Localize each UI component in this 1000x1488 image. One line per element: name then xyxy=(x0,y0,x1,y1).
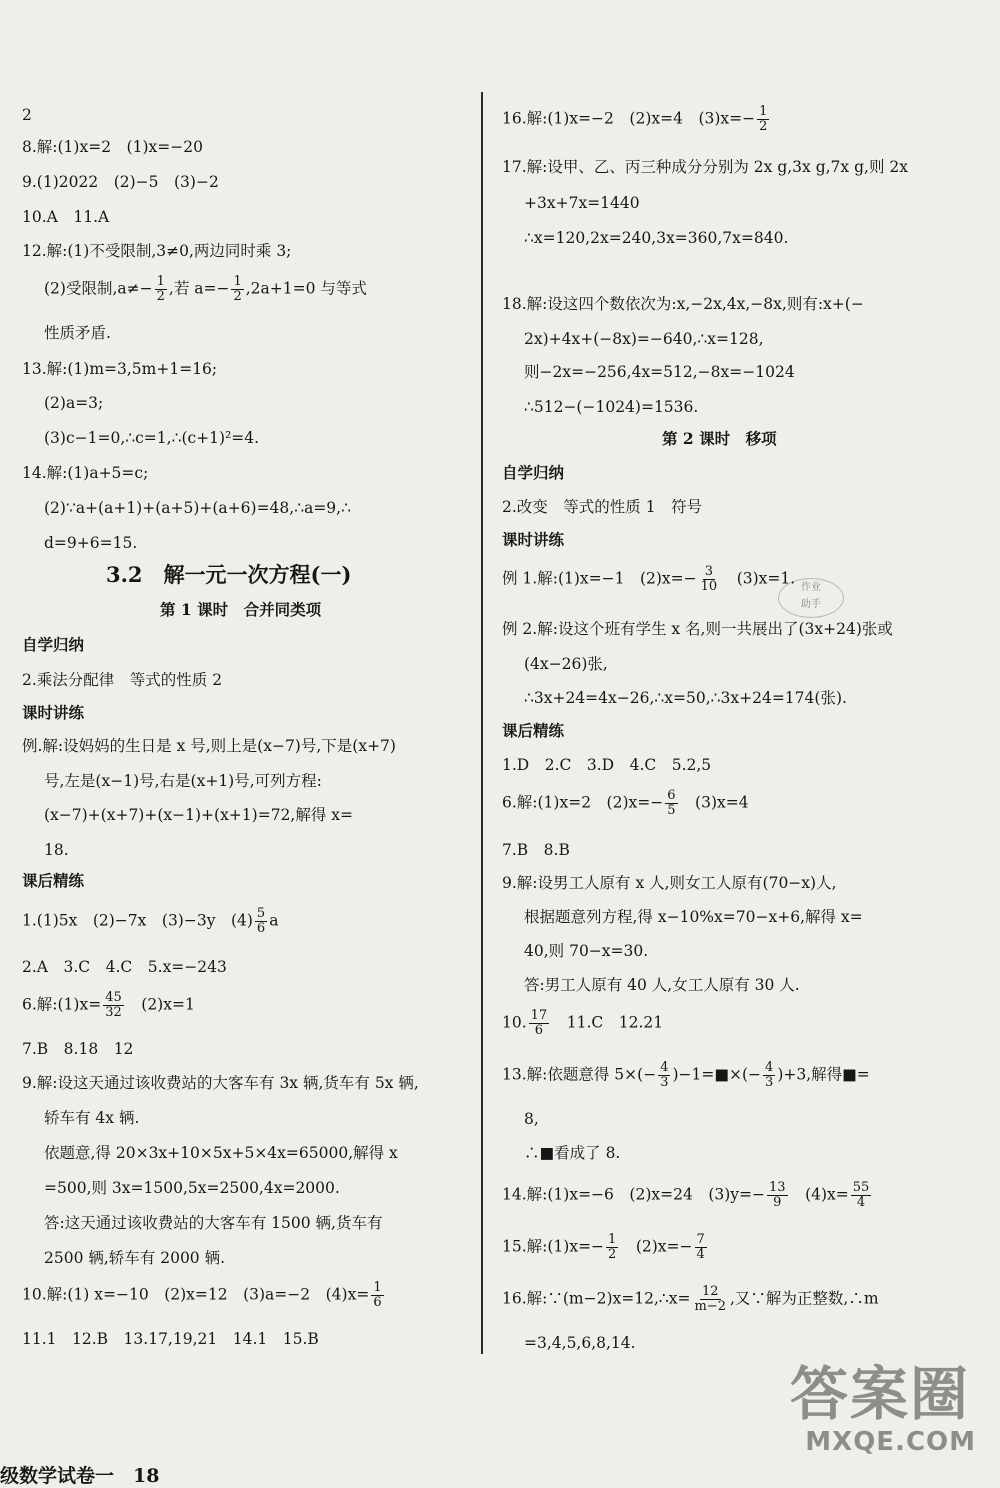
text-line: =3,4,5,6,8,14. xyxy=(524,1334,636,1352)
subhead-ksjl: 课时讲练 xyxy=(502,530,565,549)
text-line: 2x)+4x+(−8x)=−640,∴x=128, xyxy=(524,330,764,348)
text-line: 8.解:(1)x=2 (1)x=−20 xyxy=(22,138,203,156)
text-line: 2.乘法分配律 等式的性质 2 xyxy=(22,671,223,689)
text-line: 性质矛盾. xyxy=(44,324,111,342)
text-line: 11.1 12.B 13.17,19,21 14.1 15.B xyxy=(22,1330,319,1348)
text-line: 9.解:设这天通过该收费站的大客车有 3x 辆,货车有 5x 辆, xyxy=(22,1074,419,1092)
lesson-title: 第 1 课时 合并同类项 xyxy=(160,600,322,619)
text-line: 依题意,得 20×3x+10×5x+5×4x=65000,解得 x xyxy=(44,1144,398,1162)
fraction: $\frac{55}{4}$ xyxy=(852,1180,870,1210)
text-line: 15.解:(1)x=− $\frac{1}{2}$ (2)x=− $\frac{7}{4}$ xyxy=(502,1232,705,1262)
fraction: $\frac{45}{32}$ xyxy=(105,990,122,1020)
text-line: 例 1.解:(1)x=−1 (2)x=− $\frac{3}{10}$ (3)x=1. xyxy=(502,564,796,594)
fraction: $\frac{6}{5}$ xyxy=(667,788,676,818)
fraction: $\frac{4}{3}$ xyxy=(660,1060,669,1090)
subhead-khjl: 课后精练 xyxy=(502,721,565,740)
text-line: (2)受限制,a≠− $\frac{1}{2}$ ,若 a=− $\frac{1}{2}$ ,2a+1=0 与等式 xyxy=(44,274,367,304)
subhead-khjl: 课后精练 xyxy=(22,871,85,890)
text-line: 14.解:(1)x=−6 (2)x=24 (3)y=− $\frac{13}{9}$ (4)x= $\frac{55}{4}$ xyxy=(502,1180,870,1210)
text-line: d=9+6=15. xyxy=(44,534,138,552)
stamp-mark: 作业 助手 xyxy=(778,578,844,618)
text-line: 6.解:(1)x=2 (2)x=− $\frac{6}{5}$ (3)x=4 xyxy=(502,788,749,818)
text-line: 则−2x=−256,4x=512,−8x=−1024 xyxy=(524,363,795,381)
text-line: 2.A 3.C 4.C 5.x=−243 xyxy=(22,958,227,976)
text-line: (x−7)+(x+7)+(x−1)+(x+1)=72,解得 x= xyxy=(44,806,353,824)
watermark-logo: 答案圈 MXQE.COM xyxy=(789,1360,976,1457)
text-line: 1.D 2.C 3.D 4.C 5.2,5 xyxy=(502,756,712,774)
text-line: 2 xyxy=(22,106,32,124)
column-divider xyxy=(481,92,483,1354)
text-line: 6.解:(1)x= $\frac{45}{32}$ (2)x=1 xyxy=(22,990,195,1020)
text-line: (2)a=3; xyxy=(44,394,104,412)
text-line: 根据题意列方程,得 x−10%x=70−x+6,解得 x= xyxy=(524,908,863,926)
fraction: $\frac{1}{2}$ xyxy=(233,274,242,304)
text-line: 18.解:设这四个数依次为:x,−2x,4x,−8x,则有:x+(− xyxy=(502,295,864,313)
text-line: 10. $\frac{17}{6}$ 11.C 12.21 xyxy=(502,1008,664,1038)
text-line: (3)c−1=0,∴c=1,∴(c+1)²=4. xyxy=(44,429,260,447)
fraction: $\frac{5}{6}$ xyxy=(256,906,266,936)
text-line: 40,则 70−x=30. xyxy=(524,942,649,960)
text-line: ∴512−(−1024)=1536. xyxy=(524,398,699,416)
text-line: 轿车有 4x 辆. xyxy=(44,1109,140,1127)
text-line: 17.解:设甲、乙、丙三种成分分别为 2x g,3x g,7x g,则 2x xyxy=(502,158,908,176)
subhead-zxgn: 自学归纳 xyxy=(502,463,565,482)
fraction: $\frac{12}{m-2}$ xyxy=(694,1284,726,1314)
fraction: $\frac{1}{2}$ xyxy=(156,274,165,304)
text-line: ∴■看成了 8. xyxy=(524,1144,621,1162)
fraction: $\frac{1}{2}$ xyxy=(608,1232,617,1262)
fraction: $\frac{7}{4}$ xyxy=(696,1232,705,1262)
text-line: 16.解:∵(m−2)x=12,∴x= $\frac{12}{m-2}$ ,又∵解为正整数,∴m xyxy=(502,1284,879,1314)
text-line: 13.解:依题意得 5×(− $\frac{4}{3}$ )−1=■×(− $\frac{4}{3}$ )+3,解得■= xyxy=(502,1060,870,1090)
text-line: 例 2.解:设这个班有学生 x 名,则一共展出了(3x+24)张或 xyxy=(502,620,893,638)
page-footer: 级数学试卷一 18 xyxy=(0,1465,160,1487)
text-line: 9.(1)2022 (2)−5 (3)−2 xyxy=(22,173,219,191)
text-line: 7.B 8.18 12 xyxy=(22,1040,134,1058)
fraction: $\frac{17}{6}$ xyxy=(530,1008,548,1038)
fraction: $\frac{1}{2}$ xyxy=(759,104,768,134)
text-line: (2)∵a+(a+1)+(a+5)+(a+6)=48,∴a=9,∴ xyxy=(44,499,351,517)
text-line: 1.(1)5x (2)−7x (3)−3y (4) $\frac{5}{6}$ a xyxy=(22,906,279,936)
subhead-zxgn: 自学归纳 xyxy=(22,635,85,654)
text-line: ∴x=120,2x=240,3x=360,7x=840. xyxy=(524,229,789,247)
fraction: $\frac{13}{9}$ xyxy=(769,1180,786,1210)
text-line: 13.解:(1)m=3,5m+1=16; xyxy=(22,360,218,378)
section-title: 3.2 解一元一次方程(一) xyxy=(106,562,352,587)
text-line: 例.解:设妈妈的生日是 x 号,则上是(x−7)号,下是(x+7) xyxy=(22,737,396,755)
text-line: 8, xyxy=(524,1110,539,1128)
text-line: 答:这天通过该收费站的大客车有 1500 辆,货车有 xyxy=(44,1214,383,1232)
text-line: 2.改变 等式的性质 1 符号 xyxy=(502,498,703,516)
text-line: 10.A 11.A xyxy=(22,208,110,226)
text-line: 9.解:设男工人原有 x 人,则女工人原有(70−x)人, xyxy=(502,874,837,892)
text-line: +3x+7x=1440 xyxy=(524,194,640,212)
text-line: 14.解:(1)a+5=c; xyxy=(22,464,149,482)
text-line: (4x−26)张, xyxy=(524,655,608,673)
subhead-ksjl: 课时讲练 xyxy=(22,703,85,722)
text-line: =500,则 3x=1500,5x=2500,4x=2000. xyxy=(44,1179,340,1197)
text-line: 10.解:(1) x=−10 (2)x=12 (3)a=−2 (4)x= $\frac{1}{6}$ xyxy=(22,1280,382,1310)
text-line: 18. xyxy=(44,841,69,859)
text-line: 12.解:(1)不受限制,3≠0,两边同时乘 3; xyxy=(22,242,292,260)
fraction: $\frac{4}{3}$ xyxy=(765,1060,774,1090)
fraction: $\frac{3}{10}$ xyxy=(700,564,718,594)
fraction: $\frac{1}{6}$ xyxy=(373,1280,382,1310)
text-line: 2500 辆,轿车有 2000 辆. xyxy=(44,1249,226,1267)
text-line: 7.B 8.B xyxy=(502,841,570,859)
text-line: 答:男工人原有 40 人,女工人原有 30 人. xyxy=(524,976,800,994)
lesson-title: 第 2 课时 移项 xyxy=(662,429,777,448)
text-line: 16.解:(1)x=−2 (2)x=4 (3)x=− $\frac{1}{2}$ xyxy=(502,104,768,134)
text-line: 号,左是(x−1)号,右是(x+1)号,可列方程: xyxy=(44,772,322,790)
text-line: ∴3x+24=4x−26,∴x=50,∴3x+24=174(张). xyxy=(524,689,847,707)
